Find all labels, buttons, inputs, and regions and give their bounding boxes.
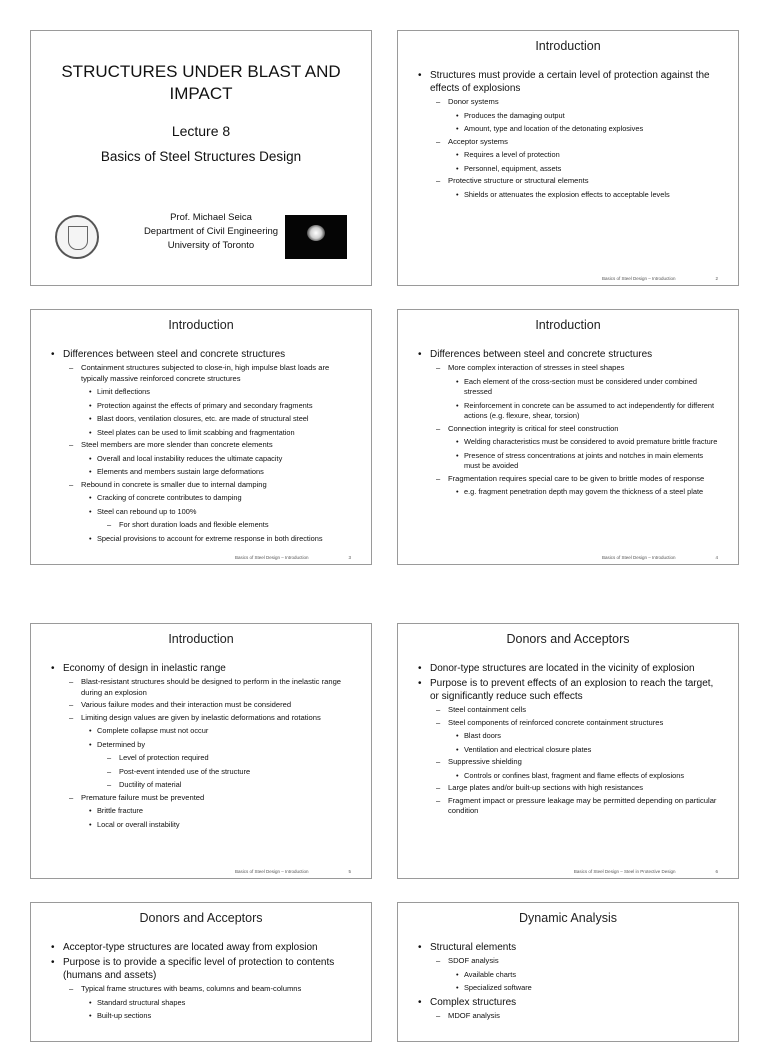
bullet-item: • Special provisions to account for extreme response in both directions	[49, 534, 353, 545]
footer-text: Basics of Steel Design – Steel in Protective Design	[573, 869, 676, 874]
footer-text: Basics of Steel Design – Introduction	[601, 555, 676, 560]
bullet-item: • Welding characteristics must be considered to avoid premature brittle fracture	[416, 437, 720, 448]
bullet-item: – Steel components of reinforced concrete containment structures	[416, 718, 720, 729]
bullet-list	[49, 939, 353, 1022]
bullet-item: • Reinforcement in concrete can be assumed to act independently for different actions (e.g. flexure, shear, torsion)	[416, 401, 720, 422]
bullet-item: – Rebound in concrete is smaller due to internal damping	[49, 480, 353, 491]
slide-6	[397, 623, 739, 879]
slide-3	[30, 309, 372, 565]
slide-title: Donors and Acceptors	[139, 911, 263, 925]
bullet-item: – More complex interaction of stresses in steel shapes	[416, 363, 720, 374]
bullet-list	[49, 660, 353, 830]
bullet-item: – Typical frame structures with beams, columns and beam-columns	[49, 984, 353, 995]
slide-4	[397, 309, 739, 565]
bullet-item: – Donor systems	[416, 97, 720, 108]
footer-text: Basics of Steel Design – Introduction	[234, 869, 309, 874]
bullet-item: • Purpose is to prevent effects of an explosion to reach the target, or significantly reduce such effects	[416, 677, 720, 703]
bullet-item: • Steel plates can be used to limit scabbing and fragmentation	[49, 428, 353, 439]
slide-8	[397, 902, 739, 1042]
author-university: University of Toronto	[167, 240, 255, 251]
slide-title: Introduction	[168, 318, 234, 332]
bullet-item: – Various failure modes and their interaction must be considered	[49, 700, 353, 711]
bullet-item: • Differences between steel and concrete structures	[49, 348, 353, 361]
bullet-item: – Limiting design values are given by inelastic deformations and rotations	[49, 713, 353, 724]
footer-text: Basics of Steel Design – Introduction	[601, 276, 676, 281]
deck-title-line1: STRUCTURES UNDER BLAST AND	[61, 62, 341, 81]
slide-title: Introduction	[535, 39, 601, 53]
bullet-list	[416, 660, 720, 817]
bullet-item: • Ventilation and electrical closure plates	[416, 745, 720, 756]
bullet-item: – Connection integrity is critical for steel construction	[416, 424, 720, 435]
lecture-number: Lecture 8	[171, 123, 231, 139]
slide-1	[30, 30, 372, 286]
author-block	[111, 211, 311, 253]
bullet-item: • Shields or attenuates the explosion effects to acceptable levels	[416, 190, 720, 201]
bullet-item: • Steel can rebound up to 100%	[49, 507, 353, 518]
bullet-item: – Suppressive shielding	[416, 757, 720, 768]
page-number: 2	[715, 276, 718, 281]
bullet-item: • Determined by	[49, 740, 353, 751]
deck-title-line2: IMPACT	[169, 84, 233, 103]
slide-footer	[602, 555, 718, 560]
explosion-photo	[285, 215, 347, 259]
bullet-item: • Purpose is to provide a specific level of protection to contents (humans and assets)	[49, 956, 353, 982]
bullet-item: • Protection against the effects of primary and secondary fragments	[49, 401, 353, 412]
lecture-subtitle: Basics of Steel Structures Design	[100, 149, 302, 164]
bullet-item: • Available charts	[416, 970, 720, 981]
bullet-item: – MDOF analysis	[416, 1011, 720, 1022]
slide-footer	[574, 869, 718, 874]
slide-5	[30, 623, 372, 879]
bullet-item: • Personnel, equipment, assets	[416, 164, 720, 175]
bullet-list	[416, 939, 720, 1021]
bullet-item: • Structures must provide a certain level of protection against the effects of explosions	[416, 69, 720, 95]
bullet-item: • Acceptor-type structures are located away from explosion	[49, 941, 353, 954]
bullet-item: – Ductility of material	[49, 780, 353, 791]
bullet-item: – Blast-resistant structures should be designed to perform in the inelastic range during an explosion	[49, 677, 353, 698]
bullet-item: • Differences between steel and concrete structures	[416, 348, 720, 361]
bullet-item: • Overall and local instability reduces the ultimate capacity	[49, 454, 353, 465]
page-number: 6	[715, 869, 718, 874]
slide-footer	[235, 869, 351, 874]
slide-title: Introduction	[168, 632, 234, 646]
bullet-item: – Large plates and/or built-up sections with high resistances	[416, 783, 720, 794]
slide-title: Donors and Acceptors	[506, 632, 630, 646]
bullet-item: • Built-up sections	[49, 1011, 353, 1022]
bullet-item: • Cracking of concrete contributes to damping	[49, 493, 353, 504]
bullet-item: – Steel members are more slender than concrete elements	[49, 440, 353, 451]
bullet-list	[416, 67, 720, 200]
bullet-item: • Structural elements	[416, 941, 720, 954]
bullet-item: • Complete collapse must not occur	[49, 726, 353, 737]
bullet-item: • Requires a level of protection	[416, 150, 720, 161]
bullet-item: • Produces the damaging output	[416, 111, 720, 122]
bullet-item: – Steel containment cells	[416, 705, 720, 716]
bullet-item: • Local or overall instability	[49, 820, 353, 831]
bullet-item: • Brittle fracture	[49, 806, 353, 817]
page-number: 4	[715, 555, 718, 560]
bullet-item: • Donor-type structures are located in the vicinity of explosion	[416, 662, 720, 675]
bullet-list	[416, 346, 720, 498]
slide-2	[397, 30, 739, 286]
bullet-item: – Protective structure or structural elements	[416, 176, 720, 187]
bullet-item: • Each element of the cross-section must be considered under combined stressed	[416, 377, 720, 398]
bullet-item: • e.g. fragment penetration depth may govern the thickness of a steel plate	[416, 487, 720, 498]
bullet-item: – For short duration loads and flexible elements	[49, 520, 353, 531]
slide-title: Dynamic Analysis	[519, 911, 617, 925]
bullet-item: – Level of protection required	[49, 753, 353, 764]
bullet-item: – Containment structures subjected to close-in, high impulse blast loads are typically massive reinforced concrete structures	[49, 363, 353, 384]
bullet-item: • Blast doors, ventilation closures, etc. are made of structural steel	[49, 414, 353, 425]
bullet-list	[49, 346, 353, 544]
bullet-item: • Elements and members sustain large deformations	[49, 467, 353, 478]
slide-7	[30, 902, 372, 1042]
bullet-item: • Standard structural shapes	[49, 998, 353, 1009]
bullet-item: – Fragmentation requires special care to be given to brittle modes of response	[416, 474, 720, 485]
bullet-item: • Limit deflections	[49, 387, 353, 398]
slide-title: Introduction	[535, 318, 601, 332]
bullet-item: • Complex structures	[416, 996, 720, 1009]
bullet-item: • Economy of design in inelastic range	[49, 662, 353, 675]
bullet-item: • Amount, type and location of the detonating explosives	[416, 124, 720, 135]
bullet-item: – Acceptor systems	[416, 137, 720, 148]
bullet-item: – SDOF analysis	[416, 956, 720, 967]
author-department: Department of Civil Engineering	[143, 226, 279, 237]
slide-footer	[602, 276, 718, 281]
author-name: Prof. Michael Seica	[170, 212, 252, 223]
bullet-item: • Presence of stress concentrations at joints and notches in main elements must be avoided	[416, 451, 720, 472]
page-number: 3	[348, 555, 351, 560]
bullet-item: • Controls or confines blast, fragment and flame effects of explosions	[416, 771, 720, 782]
bullet-item: – Post-event intended use of the structure	[49, 767, 353, 778]
footer-text: Basics of Steel Design – Introduction	[234, 555, 309, 560]
university-seal-icon	[55, 215, 99, 259]
bullet-item: – Fragment impact or pressure leakage may be permitted depending on particular condition	[416, 796, 720, 817]
slide-footer	[235, 555, 351, 560]
bullet-item: • Blast doors	[416, 731, 720, 742]
bullet-item: • Specialized software	[416, 983, 720, 994]
deck-title	[41, 61, 361, 105]
bullet-item: – Premature failure must be prevented	[49, 793, 353, 804]
page-number: 5	[348, 869, 351, 874]
